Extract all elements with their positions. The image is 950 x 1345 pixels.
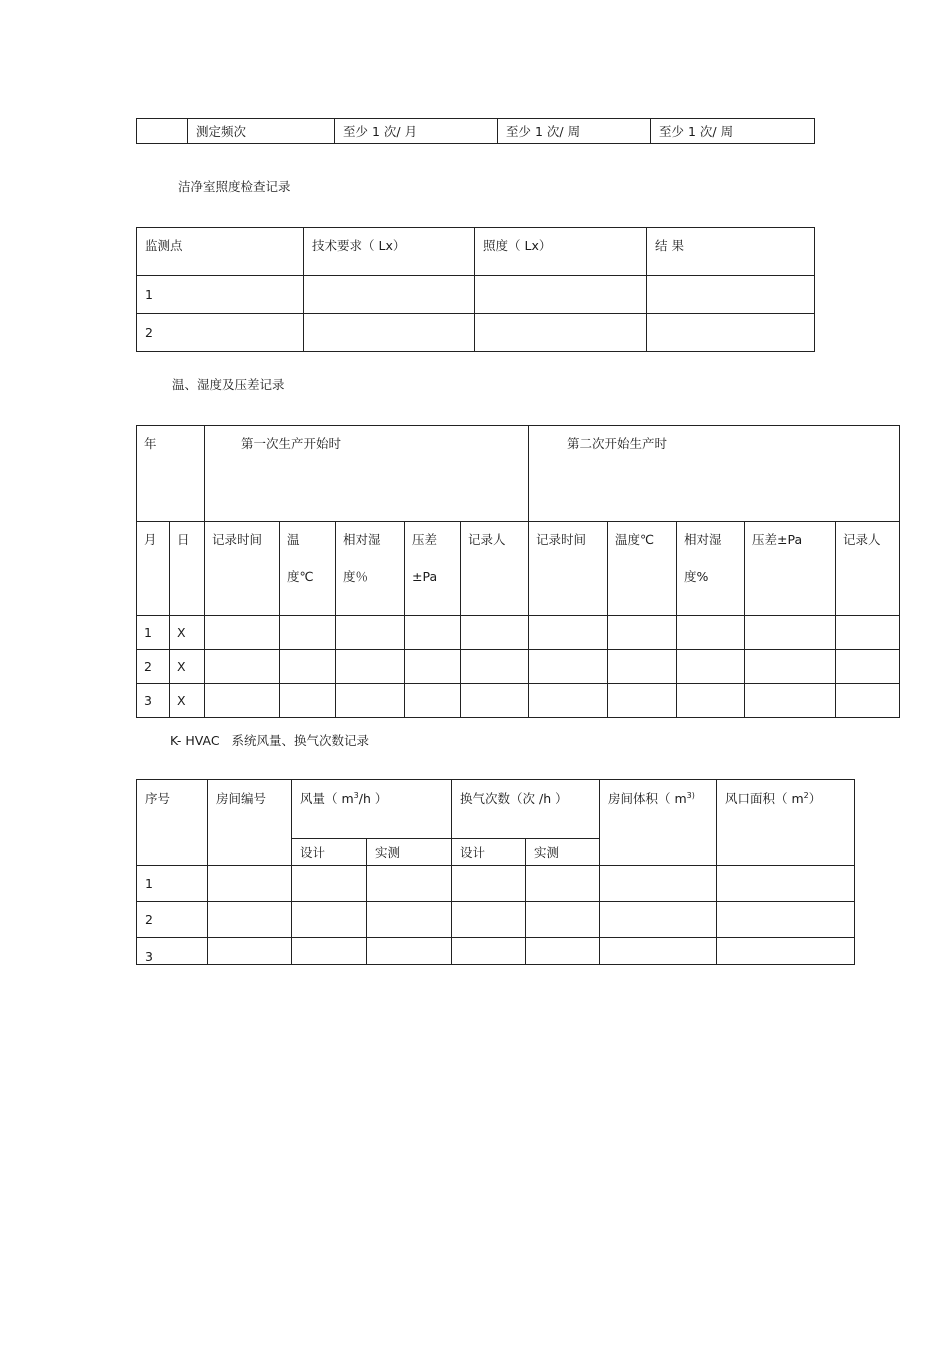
empty-cell [205,616,280,650]
row-month: 3 [137,684,170,718]
empty-cell [452,938,526,965]
empty-cell [717,902,855,938]
table-row [137,616,900,650]
empty-cell [608,684,677,718]
header-room-volume-sup: 3) [686,790,695,800]
header-humidity-2-line1: 相对湿 [684,532,722,547]
table-row [137,314,815,352]
empty-cell [336,684,405,718]
header-pressure-line2: ±Pa [412,569,438,584]
empty-cell [208,902,292,938]
header-monitor-point: 监测点 [137,228,304,276]
header-recorder-2: 记录人 [836,522,900,616]
empty-cell [677,616,745,650]
table-header-row [137,426,900,522]
row-month: 1 [137,616,170,650]
header-vent-area [717,780,855,866]
empty-cell [336,650,405,684]
empty-cell [475,276,647,314]
table-row [137,902,855,938]
header-room-no: 房间编号 [208,780,292,866]
row-number: 2 [137,314,304,352]
empty-cell [475,314,647,352]
empty-cell [608,616,677,650]
empty-cell [647,314,815,352]
header-room-volume [600,780,717,866]
header-temperature [280,522,336,616]
empty-cell [526,938,600,965]
empty-cell [292,866,367,902]
empty-cell [367,866,452,902]
empty-cell [745,616,836,650]
header-humidity [336,522,405,616]
header-vent-area-sup: 2 [803,790,809,800]
row-day: X [170,684,205,718]
first-production-group: 第一次生产开始时 [205,426,529,522]
empty-cell [208,866,292,902]
year-label: 年 [137,426,205,522]
header-recorder: 记录人 [461,522,529,616]
second-production-group: 第二次开始生产时 [529,426,900,522]
illumination-table [136,227,815,352]
empty-cell [461,616,529,650]
header-air-changes: 换气次数（次 /h ） [452,780,600,839]
empty-cell [205,684,280,718]
empty-cell [280,684,336,718]
table-row [137,866,855,902]
header-tech-requirement: 技术要求（ Lx） [304,228,475,276]
month-label: 月 [137,522,170,616]
empty-cell [336,616,405,650]
empty-cell [745,684,836,718]
header-vent-area-close: ） [808,791,822,806]
row-month: 2 [137,650,170,684]
header-result: 结 果 [647,228,815,276]
row-number: 1 [137,276,304,314]
subheader-measured: 实测 [367,839,452,866]
table-header-row [137,522,900,616]
empty-cell [677,684,745,718]
subheader-design: 设计 [292,839,367,866]
empty-cell [292,902,367,938]
empty-cell [745,650,836,684]
empty-cell [677,650,745,684]
empty-cell [367,902,452,938]
row-number: 3 [137,938,208,965]
row-number: 2 [137,902,208,938]
table-row [137,938,855,965]
header-humidity-line1: 相对湿 [343,532,381,547]
frequency-cell-blank [137,119,188,144]
frequency-value: 至少 1 次/ 月 [335,119,498,144]
empty-cell [405,650,461,684]
frequency-value: 至少 1 次/ 周 [651,119,815,144]
subheader-measured: 实测 [526,839,600,866]
empty-cell [292,938,367,965]
empty-cell [452,866,526,902]
header-airflow-text: 风量（ m [300,791,354,806]
empty-cell [600,938,717,965]
empty-cell [205,650,280,684]
empty-cell [529,616,608,650]
header-pressure [405,522,461,616]
empty-cell [836,616,900,650]
temp-humidity-title: 温、湿度及压差记录 [172,377,285,392]
empty-cell [280,650,336,684]
empty-cell [529,684,608,718]
empty-cell [405,684,461,718]
header-humidity-2 [677,522,745,616]
table-row [137,276,815,314]
header-humidity-2-line2: 度% [684,569,709,584]
frequency-value: 至少 1 次/ 周 [498,119,651,144]
empty-cell [208,938,292,965]
empty-cell [608,650,677,684]
empty-cell [717,866,855,902]
empty-cell [405,616,461,650]
empty-cell [600,902,717,938]
frequency-row [137,119,815,144]
empty-cell [461,650,529,684]
empty-cell [526,866,600,902]
empty-cell [717,938,855,965]
table-row [137,650,900,684]
header-vent-area-text: 风口面积（ m [725,791,804,806]
frequency-table [136,118,815,144]
temp-humidity-table [136,425,900,718]
empty-cell [304,276,475,314]
header-temperature-2: 温度℃ [608,522,677,616]
row-day: X [170,650,205,684]
header-temperature-line1: 温 [287,532,300,547]
empty-cell [367,938,452,965]
empty-cell [452,902,526,938]
empty-cell [529,650,608,684]
empty-cell [836,650,900,684]
header-temperature-line2: 度℃ [287,569,314,584]
table-header-row [137,780,855,839]
empty-cell [600,866,717,902]
header-illuminance: 照度（ Lx） [475,228,647,276]
header-airflow-unit: /h ） [358,791,388,806]
day-label: 日 [170,522,205,616]
header-room-volume-text: 房间体积（ m [608,791,687,806]
header-humidity-line2: 度％ [343,569,369,584]
row-day: X [170,616,205,650]
header-pressure-line1: 压差 [412,532,438,547]
header-pressure-2: 压差±Pa [745,522,836,616]
hvac-title: K- HVAC 系统风量、换气次数记录 [170,733,369,748]
header-airflow-sup: 3 [353,790,359,800]
header-airflow [292,780,452,839]
table-header-row [137,228,815,276]
empty-cell [836,684,900,718]
empty-cell [280,616,336,650]
header-record-time-2: 记录时间 [529,522,608,616]
empty-cell [461,684,529,718]
subheader-design: 设计 [452,839,526,866]
empty-cell [304,314,475,352]
table-row [137,684,900,718]
frequency-label: 测定频次 [188,119,335,144]
row-number: 1 [137,866,208,902]
empty-cell [526,902,600,938]
hvac-table [136,779,855,965]
empty-cell [647,276,815,314]
header-record-time: 记录时间 [205,522,280,616]
illumination-title: 洁净室照度检查记录 [178,179,291,194]
header-seq: 序号 [137,780,208,866]
